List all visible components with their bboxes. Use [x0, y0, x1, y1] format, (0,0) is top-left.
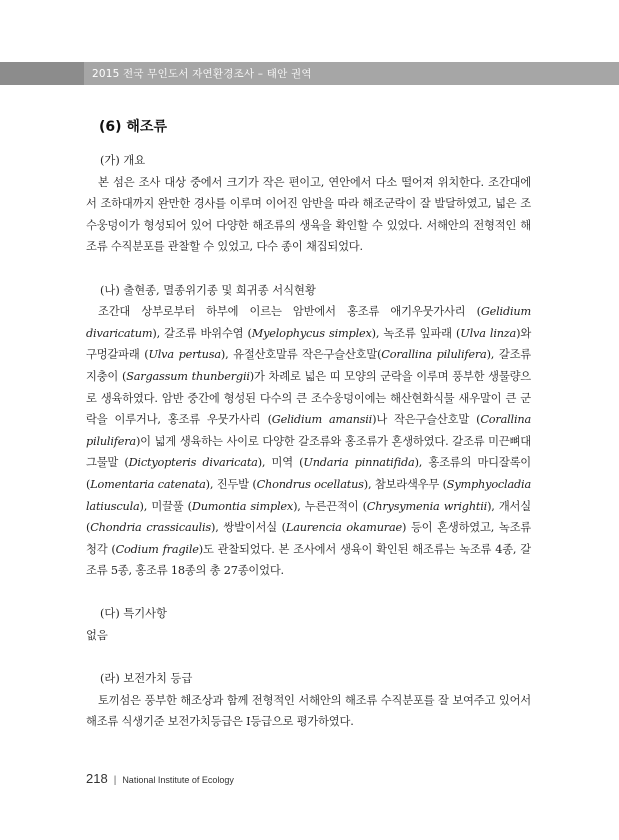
scientific-name: Lomentaria catenata [90, 477, 206, 491]
scientific-name: Chrysymenia wrightii [366, 499, 488, 513]
document-body [86, 150, 531, 733]
footer-separator: | [113, 775, 117, 786]
subsection-heading-overview: (가) 개요 [100, 154, 146, 167]
subsection-heading-species: (나) 출현종, 멸종위기종 및 희귀종 서식현황 [100, 283, 316, 297]
scientific-name: Dictyopteris divaricata [128, 456, 258, 470]
scientific-name: Symphyocladia latiuscula [86, 477, 531, 513]
page-footer [86, 770, 234, 788]
scientific-name: Chondrus ocellatus [256, 477, 364, 491]
scientific-name: Corallina pilulifera [86, 413, 531, 448]
overview-paragraph: 본 섬은 조사 대상 중에서 크기가 작은 편이고, 연안에서 다소 떨어져 위치한다. 조간대에서 조하대까지 완만한 경사를 이루며 이어진 암반을 따라 해조군락이 잘 발달하였고, 넓은 조수웅덩이가 형성되어 있어 다양한 해조류의 생육을 확인할 수 있었다. 서해안의 전형적인 해조류 수직분포를 관찰할 수 있었고, 다수 종이 채집되었다. [86, 175, 531, 254]
running-header-title: 2015 전국 무인도서 자연환경조사 – 태안 권역 [92, 68, 312, 80]
section-title: (6) 해조류 [99, 119, 167, 135]
scientific-name: Codium fragile [115, 542, 199, 556]
page-number: 218 [86, 771, 108, 786]
institution-name: National Institute of Ecology [122, 775, 234, 785]
scientific-name: Laurencia okamurae [285, 521, 402, 535]
conservation-paragraph: 토끼섬은 풍부한 해조상과 함께 전형적인 서해안의 해조류 수직분포를 잘 보여주고 있어서 해조류 식생기준 보전가치등급은 Ⅰ등급으로 평가하였다. [86, 693, 531, 729]
scientific-name: Gelidium amansii [271, 413, 373, 427]
scientific-name: Corallina pilulifera [381, 348, 487, 362]
header-accent-block [0, 62, 84, 85]
subsection-heading-remarks: (다) 특기사항 [100, 607, 167, 621]
running-header-bar [0, 62, 619, 85]
remarks-text: 없음 [86, 629, 108, 643]
subsection-heading-conservation: (라) 보전가치 등급 [100, 672, 193, 686]
scientific-name: Sargassum thunbergii [126, 369, 250, 383]
scientific-name: Ulva pertusa [148, 348, 221, 362]
species-paragraph: 조간대 상부로부터 하부에 이르는 암반에서 홍조류 애기우뭇가사리 (Gelidium divaricatum), 갈조류 바위수염 (Myelophycus simplex), 녹조류 잎파래 (Ulva linza)와 구멍갈파래 (Ulva pertusa), 유절산호말류 작은구슬산호말(Corallina pilulifera), 갈조류 지충이 (Sargassum thunbergii)가 차례로 넓은 띠 모양의 군락을 이루며 풍부한 생물량으로 생육하였다. 암반 중간에 형성된 다수의 큰 조수웅덩이에는 해산현화식물 새우말이 큰 군락을 이루거나, 홍조류 우뭇가사리 (Gelidium amansii)나 작은구슬산호말 (Corallina pilulifera)이 넓게 생육하는 사이로 다양한 갈조류와 홍조류가 혼생하였다. 갈조류 미끈뼈대그물말 (Dictyopteris divaricata), 미역 (Undaria pinnatifida), 홍조류의 마디잘록이 (Lomentaria catenata), 진두발 (Chondrus ocellatus), 참보라색우무 (Symphyocladia latiuscula), 미끌풀 (Dumontia simplex), 누른끈적이 (Chrysymenia wrightii), 개서실 (Chondria crassicaulis), 쌍발이서실 (Laurencia okamurae) 등이 혼생하였고, 녹조류 청각 (Codium fragile)도 관찰되었다. 본 조사에서 생육이 확인된 해조류는 녹조류 4종, 갈조류 5종, 홍조류 18종의 총 27종이었다. [86, 305, 532, 578]
scientific-name: Undaria pinnatifida [303, 456, 415, 470]
scientific-name: Ulva linza [460, 326, 517, 340]
scientific-name: Dumontia simplex [191, 499, 294, 513]
scientific-name: Gelidium divaricatum [86, 305, 531, 340]
scientific-name: Myelophycus simplex [251, 326, 372, 340]
scientific-name: Chondria crassicaulis [90, 521, 211, 535]
